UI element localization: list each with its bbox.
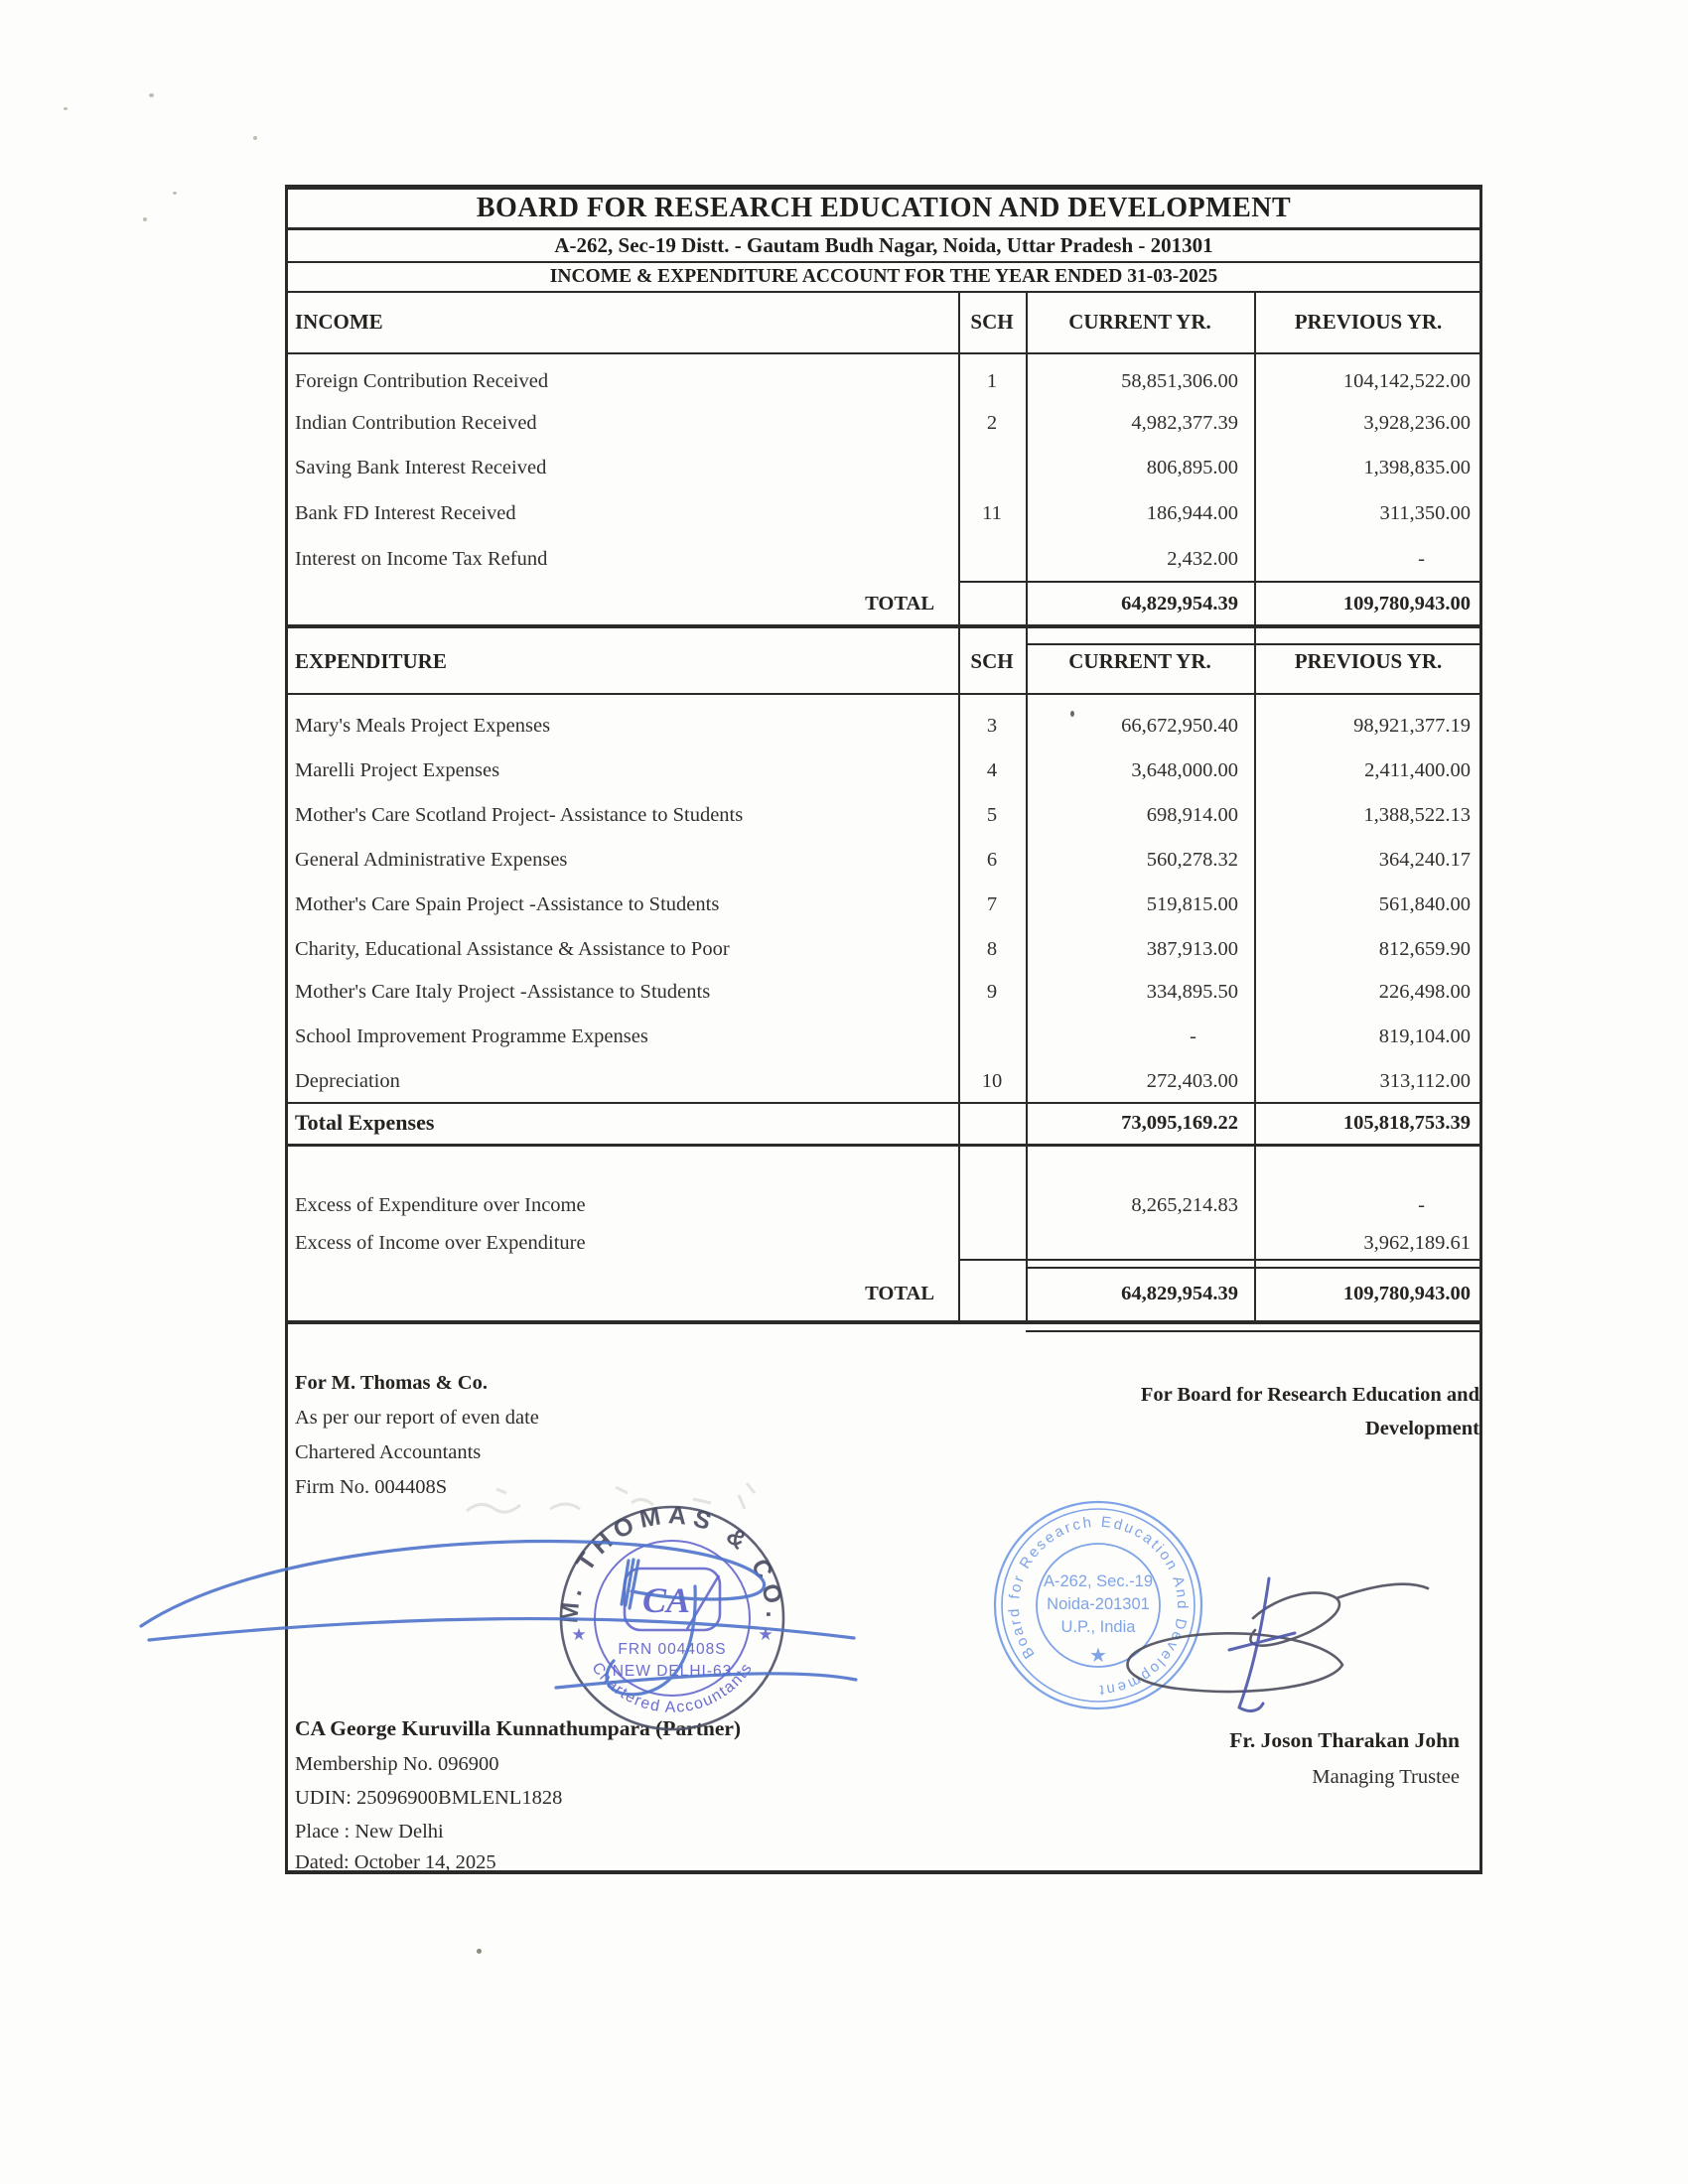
auditor-report-line: As per our report of even date (295, 1407, 539, 1429)
col-header-current: CURRENT YR. (1068, 310, 1211, 334)
statement-title: INCOME & EXPENDITURE ACCOUNT FOR THE YEAR ENDED 31-03-2025 (549, 266, 1218, 287)
table-row: Mother's Care Italy Project -Assistance to Students 9 334,895.50 226,498.00 (295, 981, 1471, 1003)
scan-speck (64, 107, 68, 110)
ca-stamp-city: NEW DELHI-63 (612, 1663, 733, 1680)
col-header-previous: PREVIOUS YR. (1294, 649, 1443, 673)
table-row: Marelli Project Expenses 4 3,648,000.00 2,411,400.00 (295, 759, 1471, 781)
col-header-sch: SCH (970, 310, 1014, 334)
auditor-for-line: For M. Thomas & Co. (295, 1372, 488, 1394)
star-icon: ★ (758, 1625, 774, 1644)
divider (285, 624, 1482, 628)
scan-speck (253, 136, 257, 140)
divider (1026, 1330, 1482, 1332)
divider (285, 352, 1482, 354)
divider (285, 1144, 1482, 1147)
org-stamp-line1: A-262, Sec.-19 (1043, 1572, 1154, 1590)
trustee-name: Fr. Joson Tharakan John (1229, 1728, 1460, 1752)
scan-speck (1070, 711, 1074, 717)
column-divider (1254, 291, 1256, 1320)
table-row: Saving Bank Interest Received 806,895.00 1,398,835.00 (295, 457, 1471, 478)
org-address: A-262, Sec-19 Distt. - Gautam Budh Nagar, Noida, Uttar Pradesh - 201301 (554, 233, 1213, 257)
table-row: Excess of Income over Expenditure 3,962,189.61 (295, 1232, 1471, 1254)
auditor-place: Place : New Delhi (295, 1821, 444, 1843)
expenditure-section-header: EXPENDITURE (295, 649, 447, 673)
table-row: Indian Contribution Received 2 4,982,377.39 3,928,236.00 (295, 412, 1471, 434)
auditor-udin: UDIN: 25096900BMLENL1828 (295, 1787, 563, 1809)
scan-speck (143, 217, 147, 221)
col-header-previous: PREVIOUS YR. (1294, 310, 1443, 334)
table-row: General Administrative Expenses 6 560,278.32 364,240.17 (295, 849, 1471, 871)
divider (285, 1320, 1482, 1324)
auditor-dated: Dated: October 14, 2025 (295, 1851, 496, 1873)
auditor-firm-no: Firm No. 004408S (295, 1476, 448, 1498)
table-row: Mary's Meals Project Expenses 3 66,672,950.40 98,921,377.19 (295, 715, 1471, 737)
auditor-designation: Chartered Accountants (295, 1441, 482, 1463)
org-for-line1: For Board for Research Education and (1140, 1384, 1479, 1406)
column-divider (1026, 291, 1028, 1320)
grand-total-row: TOTAL 64,829,954.39 109,780,943.00 (865, 1283, 1471, 1304)
table-row: Bank FD Interest Received 11 186,944.00 311,350.00 (295, 502, 1471, 524)
org-stamp-line2: Noida-201301 (1047, 1595, 1150, 1613)
table-row: Mother's Care Scotland Project- Assistance to Students 5 698,914.00 1,388,522.13 (295, 804, 1471, 826)
scan-speck (173, 192, 177, 195)
scan-speck (149, 93, 154, 97)
table-row: Excess of Expenditure over Income 8,265,214.83 - (295, 1194, 1425, 1216)
ca-stamp-logo: CA (641, 1580, 691, 1620)
ca-stamp-frn: FRN 004408S (618, 1641, 727, 1658)
table-row: School Improvement Programme Expenses - 819,104.00 (295, 1025, 1471, 1047)
table-row: Depreciation 10 272,403.00 313,112.00 (295, 1070, 1471, 1092)
page-title: BOARD FOR RESEARCH EDUCATION AND DEVELOPMENT (476, 193, 1292, 223)
star-icon: ★ (571, 1625, 587, 1644)
col-header-current: CURRENT YR. (1068, 649, 1211, 673)
org-for-line2: Development (1364, 1418, 1479, 1439)
org-stamp-line3: U.P., India (1060, 1618, 1136, 1636)
org-stamp-ring-text: Board for Research Education And Development (1005, 1513, 1192, 1699)
divider (958, 1259, 1482, 1261)
star-icon: ★ (1089, 1645, 1107, 1667)
table-row: Charity, Educational Assistance & Assistance to Poor 8 387,913.00 812,659.90 (295, 938, 1471, 960)
ca-stamp-ring-top-text: M. THOMAS & CO. (555, 1501, 789, 1624)
auditor-partner-name: CA George Kuruvilla Kunnathumpara (Partner) (295, 1716, 742, 1740)
table-row: Interest on Income Tax Refund 2,432.00 - (295, 548, 1425, 570)
divider (285, 693, 1482, 695)
income-total-row: TOTAL 64,829,954.39 109,780,943.00 (865, 593, 1471, 614)
income-section-header: INCOME (295, 310, 383, 334)
ca-stamp-ring-bottom-text: Chartered Accountants (588, 1659, 757, 1716)
scan-speck (477, 1949, 482, 1954)
total-expenses-row: Total Expenses 73,095,169.22 105,818,753.39 (295, 1110, 1471, 1135)
table-row: Mother's Care Spain Project -Assistance to Students 7 519,815.00 561,840.00 (295, 893, 1471, 915)
auditor-membership: Membership No. 096900 (295, 1753, 499, 1775)
column-divider (958, 291, 960, 1320)
col-header-sch: SCH (970, 649, 1014, 673)
trustee-title: Managing Trustee (1312, 1766, 1460, 1788)
table-row: Foreign Contribution Received 1 58,851,306.00 104,142,522.00 (295, 370, 1471, 392)
